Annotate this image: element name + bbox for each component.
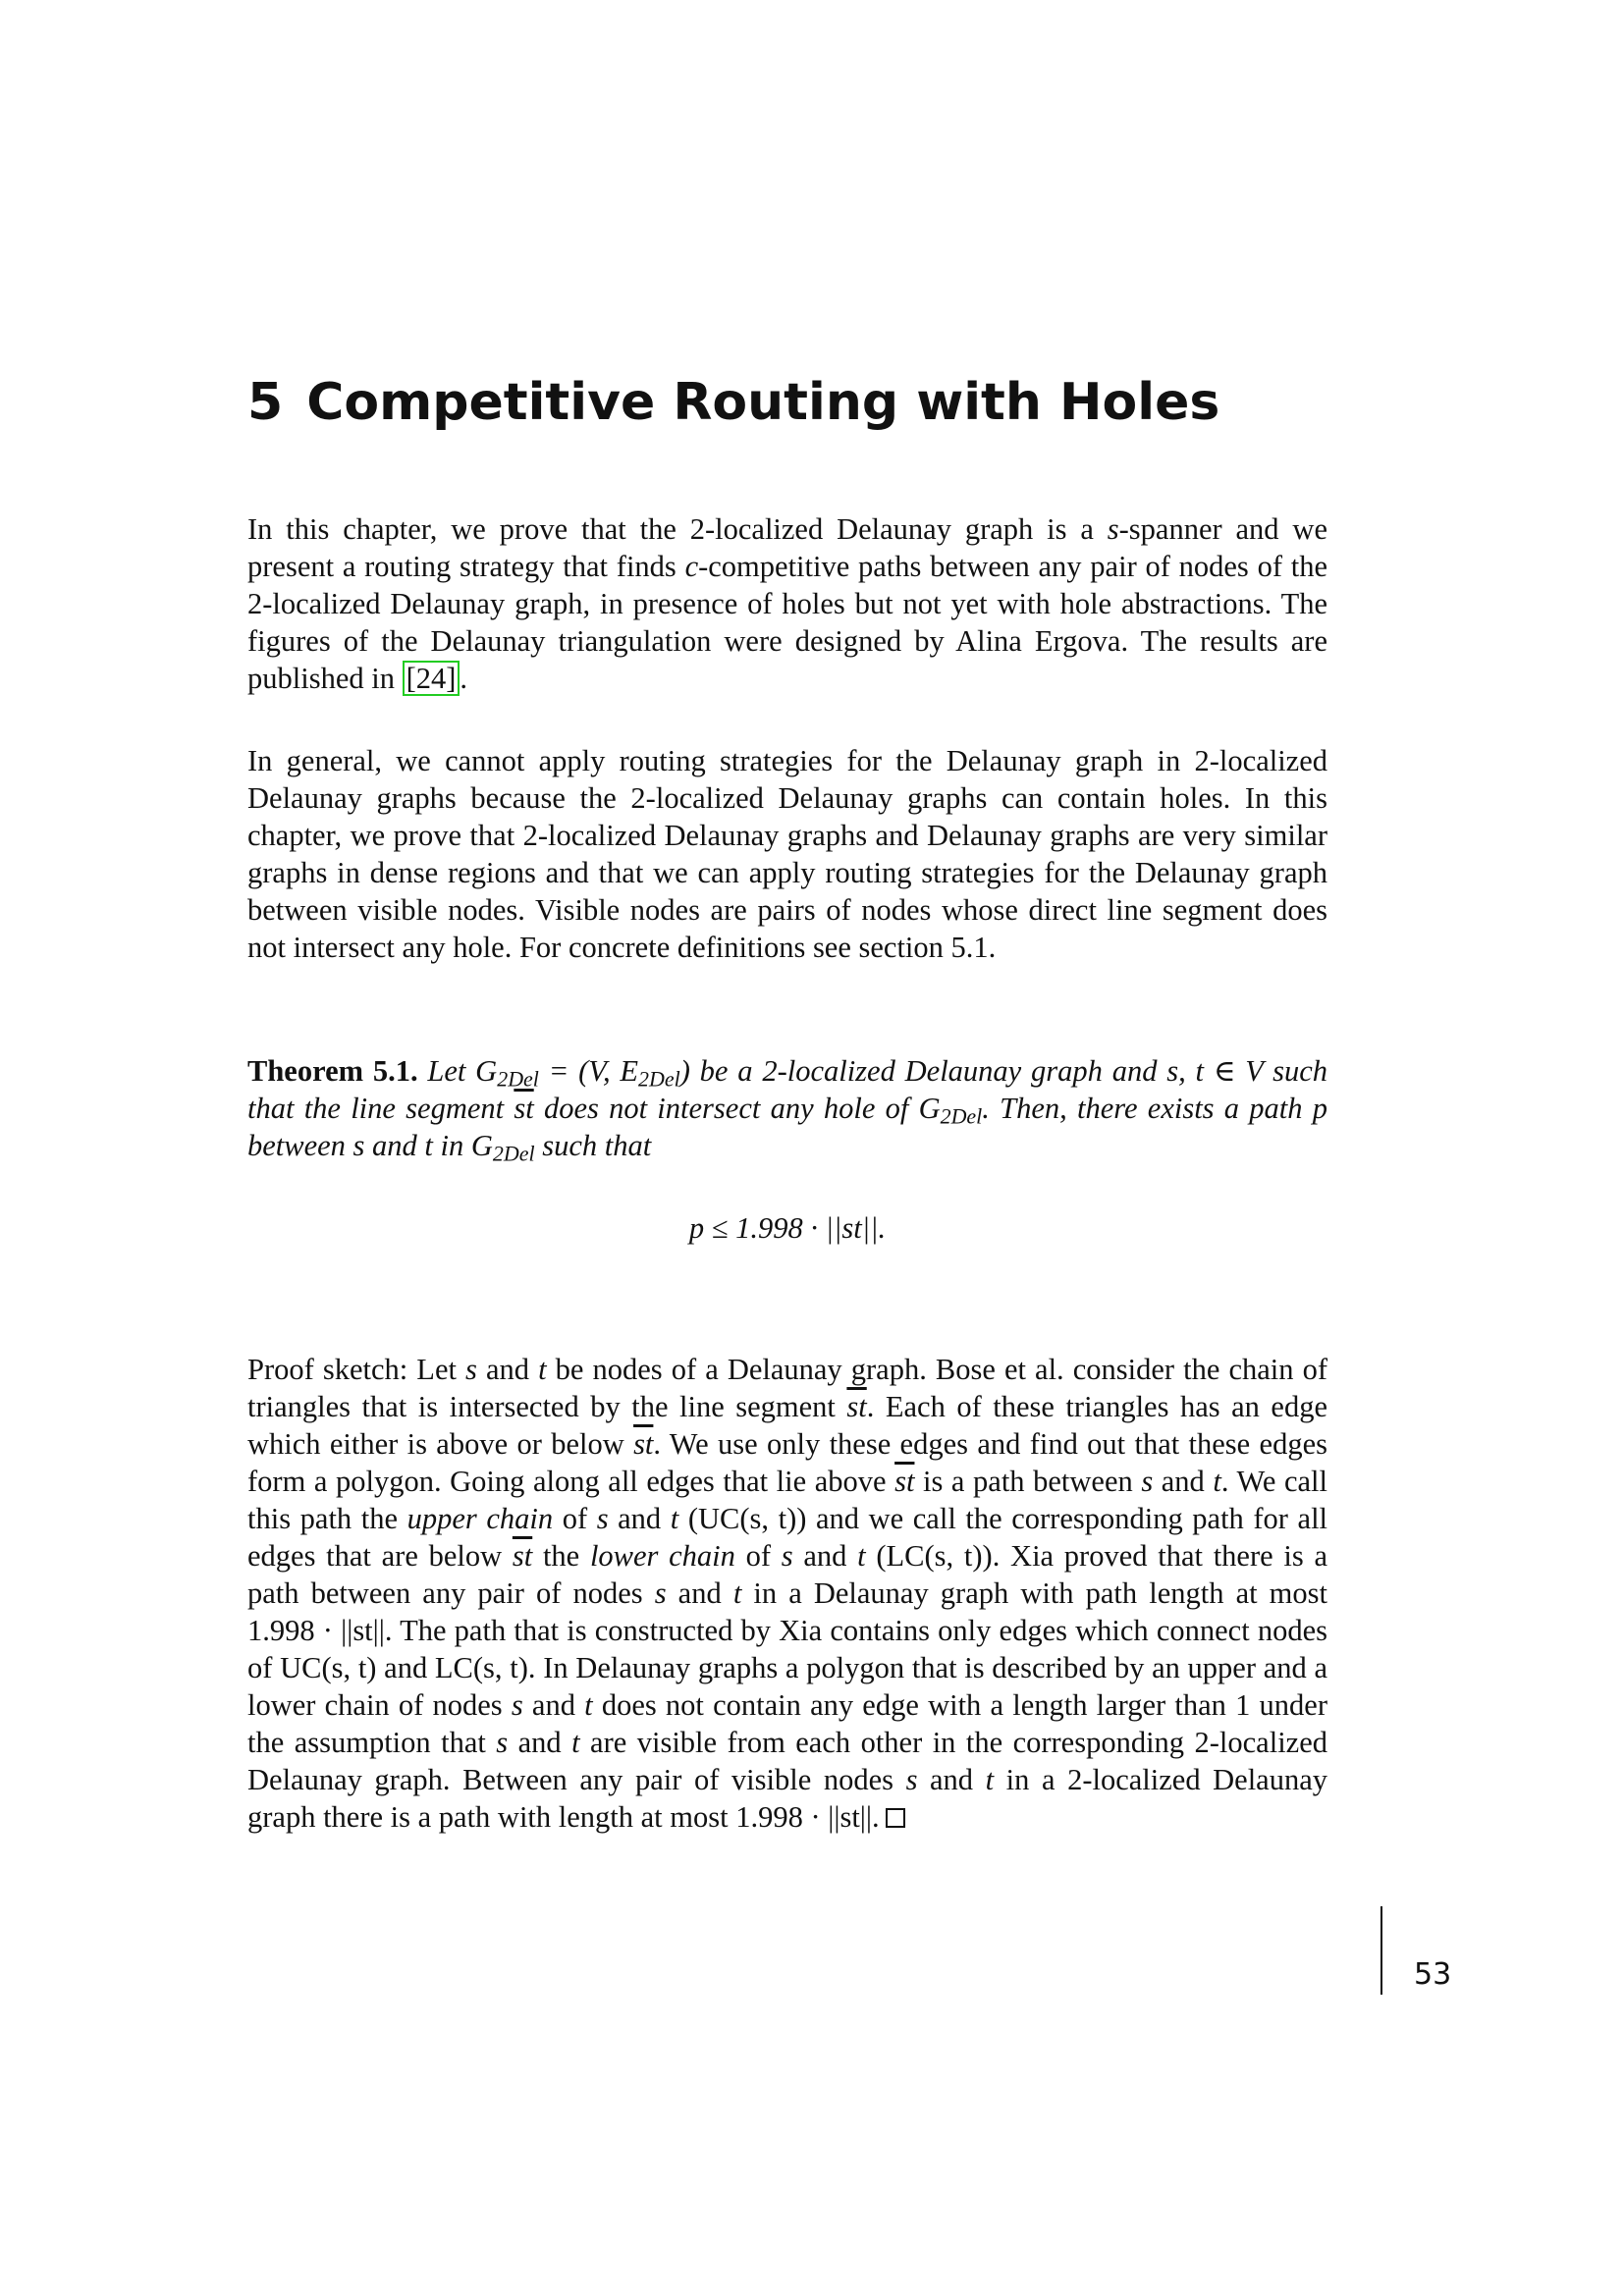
segment-st: $\overline{st}$	[514, 1092, 534, 1125]
text-run: Proof sketch: Let	[247, 1353, 466, 1386]
text-run: such that	[534, 1129, 652, 1162]
text-run: of	[553, 1502, 597, 1535]
text-run: in a Delaunay graph with path length at most 1.998 · ||st||. The path that is constructed by Xia contains only edges which connect nodes of UC(s, t) and LC(s, t). In Delaunay graphs a polygon that is described by an upper and a lower chain of nodes	[247, 1576, 1327, 1722]
chapter-number: 5	[247, 373, 284, 432]
math-s: s	[1141, 1465, 1154, 1498]
math-t: t	[670, 1502, 679, 1535]
text-run: .	[460, 662, 468, 695]
text-run: ) be a 2-localized Delaunay graph and s, t ∈ V such that the line segment	[247, 1054, 1328, 1125]
math-s: s	[496, 1726, 509, 1759]
subscript: 2Del	[638, 1066, 680, 1092]
text-run: and	[666, 1576, 733, 1610]
subscript: 2Del	[940, 1103, 983, 1129]
segment-st: $\overline{st}$	[633, 1427, 654, 1461]
page-number: 53	[1414, 1957, 1452, 1992]
intro-paragraph-1	[247, 510, 1327, 697]
text-run: . Then, there exists a path p between s and t in G	[247, 1092, 1327, 1162]
text-run: are visible from each other in the corresponding 2-localized Delaunay graph. Between any pair of visible nodes	[247, 1726, 1327, 1796]
text-run: (LC(s, t))	[876, 1539, 993, 1573]
text-run: and we call the corresponding path for all edges that are below	[247, 1502, 1328, 1573]
text-run: (UC(s, t))	[687, 1502, 807, 1535]
intro-paragraph-2: In general, we cannot apply routing strategies for the Delaunay graph in 2-localized Delaunay graphs because the 2-localized Delaunay graphs can contain holes. In this chapter, we prove that 2-localized Delaunay graphs and Delaunay graphs are very similar graphs in dense regions and that we can apply routing strategies for the Delaunay graph between visible nodes. Visible nodes are pairs of nodes whose direct line segment does not intersect any hole. For concrete definitions see section 5.1.	[247, 744, 1327, 964]
text-run: and	[792, 1539, 858, 1573]
math-s: s	[905, 1763, 918, 1796]
text-run: is a path between	[914, 1465, 1142, 1498]
subscript: 2Del	[497, 1066, 539, 1092]
text-run: = (V, E	[538, 1054, 639, 1088]
text-run: and	[917, 1763, 986, 1796]
text-run: and	[608, 1502, 671, 1535]
text-run: and	[508, 1726, 572, 1759]
page-number-rule	[1380, 1906, 1382, 1995]
text-run: in a 2-localized Delaunay graph there is a path with length at most 1.998 · ||st||.	[247, 1763, 1327, 1834]
text-run: Let G	[427, 1054, 498, 1088]
text-run: . Xia proved that there is a path between any pair of nodes	[247, 1539, 1327, 1610]
term-upper-chain: upper chain	[406, 1502, 554, 1535]
math-s: s	[1107, 512, 1119, 546]
math-s: s	[654, 1576, 667, 1610]
term-lower-chain: lower chain	[589, 1539, 735, 1573]
qed-square-icon	[886, 1808, 905, 1828]
math-t: t	[584, 1688, 593, 1722]
segment-st: $\overline{st}$	[846, 1390, 867, 1423]
text-run: . Each of these triangles has an edge which either is above or below	[247, 1390, 1327, 1461]
text-run: be nodes of a Delaunay graph. Bose et al. consider the chain of triangles that is intersected by the line segment	[247, 1353, 1328, 1423]
math-t: t	[985, 1763, 995, 1796]
text-run: and	[1153, 1465, 1214, 1498]
math-s: s	[511, 1688, 523, 1722]
math-c: c	[684, 550, 699, 583]
theorem-5-1	[247, 1052, 1327, 1164]
text-run: the	[532, 1539, 590, 1573]
math-s: s	[465, 1353, 477, 1386]
math-s: s	[781, 1539, 793, 1573]
math-t: t	[571, 1726, 580, 1759]
display-formula: p ≤ 1.998 · ||st||.	[688, 1211, 887, 1245]
subscript: 2Del	[492, 1141, 535, 1166]
text-run: -spanner and we present a routing strategy that finds	[247, 512, 1327, 583]
citation-link[interactable]: [24]	[403, 661, 460, 696]
text-run: In this chapter, we prove that the 2-localized Delaunay graph is a	[247, 512, 1108, 546]
text-run: does not intersect any hole of G	[533, 1092, 941, 1125]
segment-st: $\overline{st}$	[512, 1539, 533, 1573]
math-t: t	[732, 1576, 742, 1610]
math-t: t	[1213, 1465, 1221, 1498]
math-t: t	[538, 1353, 547, 1386]
text-run: . We call this path the	[247, 1465, 1327, 1535]
chapter-heading	[247, 367, 1219, 438]
chapter-title: Competitive Routing with Holes	[306, 373, 1220, 432]
text-run: -competitive paths between any pair of nodes of the 2-localized Delaunay graph, in presence of holes but not yet with hole abstractions. The figures of the Delaunay triangulation were designed by Alina Ergova. The results are published in	[247, 550, 1327, 695]
math-t: t	[857, 1539, 866, 1573]
theorem-label: Theorem 5.1.	[247, 1054, 418, 1088]
proof-sketch	[247, 1351, 1327, 1836]
math-s: s	[596, 1502, 609, 1535]
text-run: and	[476, 1353, 539, 1386]
text-run: and	[522, 1688, 585, 1722]
text-run: . We use only these edges and find out that these edges form a polygon. Going along all edges that lie above	[247, 1427, 1327, 1498]
text-run: of	[734, 1539, 782, 1573]
segment-st: $\overline{st}$	[894, 1465, 915, 1498]
text-run: does not contain any edge with a length larger than 1 under the assumption that	[247, 1688, 1328, 1759]
